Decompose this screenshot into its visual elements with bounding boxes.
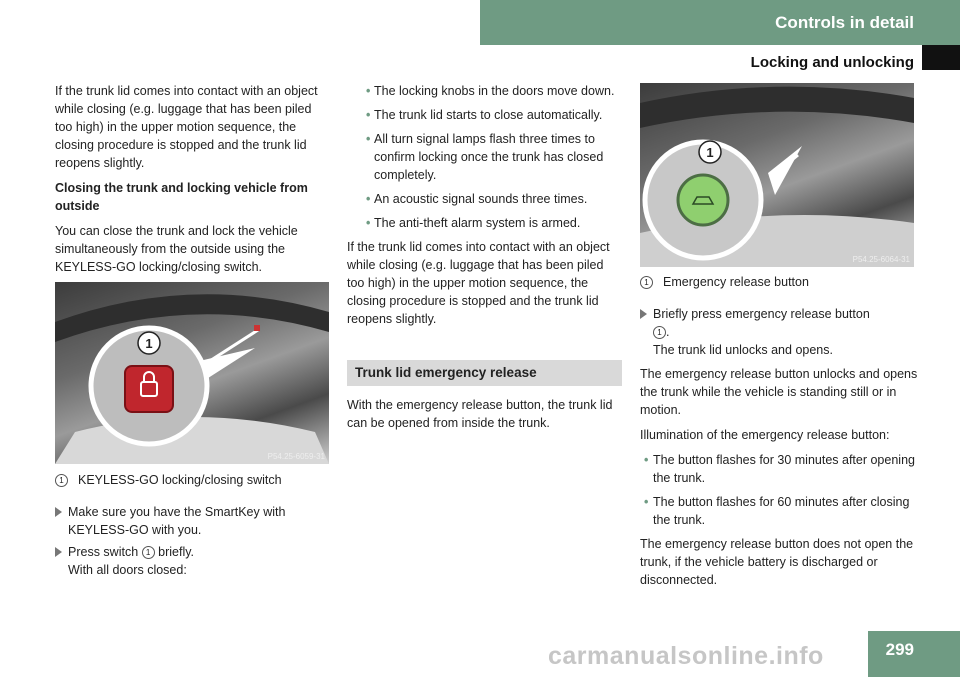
header-subtitle: Locking and unlocking <box>750 54 914 71</box>
caption-text: KEYLESS-GO locking/closing switch <box>78 473 282 487</box>
callout-number: 1 <box>706 145 714 160</box>
col1-heading: Closing the trunk and locking vehicle from outside <box>55 181 308 213</box>
emergency-release-illustration <box>640 83 914 267</box>
image-reference: P54.25-6059-31 <box>267 452 325 461</box>
column-3 <box>640 273 920 596</box>
step-1: Make sure you have the SmartKey with KEYLESS-GO with you. <box>55 503 330 539</box>
col3-paragraph-1: The emergency release button unlocks and opens the trunk while the vehicle is standing still or in motion. <box>640 367 918 417</box>
step-arrow-icon <box>640 309 647 319</box>
page-number: 299 <box>885 640 914 659</box>
col3-paragraph-3: The emergency release button does not open the trunk, if the vehicle battery is discharged or disconnected. <box>640 537 914 587</box>
bullet-item: • The button flashes for 60 minutes after closing the trunk. <box>644 495 910 527</box>
bullet-item: • The trunk lid starts to close automatically. <box>366 108 603 122</box>
col2-paragraph-2: With the emergency release button, the trunk lid can be opened from inside the trunk. <box>347 398 613 430</box>
col3-caption <box>640 273 920 291</box>
caption-text: Emergency release button <box>663 275 809 289</box>
callout-number: 1 <box>145 336 153 351</box>
col1-caption <box>55 471 330 489</box>
col3-paragraph-2: Illumination of the emergency release button: <box>640 428 890 442</box>
bullet-item: • The anti-theft alarm system is armed. <box>366 216 581 230</box>
bullet-item: • The locking knobs in the doors move down. <box>366 84 615 98</box>
keyless-go-illustration <box>55 282 329 464</box>
inline-number: 1 <box>653 326 666 339</box>
bullet-item: • The button flashes for 30 minutes after opening the trunk. <box>644 453 915 485</box>
column-1-lower <box>55 471 330 583</box>
keyless-go-photo <box>55 282 329 464</box>
step: Briefly press emergency release button 1 . The trunk lid unlocks and opens. <box>640 305 920 359</box>
inline-number: 1 <box>142 546 155 559</box>
bullet-item: • An acoustic signal sounds three times. <box>366 192 588 206</box>
watermark: carmanualsonline.info <box>548 642 824 670</box>
column-1 <box>55 82 330 283</box>
step-arrow-icon <box>55 547 62 557</box>
thumb-tab <box>922 45 960 70</box>
bullet-item: • All turn signal lamps flash three times to confirm locking once the trunk has closed completely. <box>366 132 604 182</box>
emergency-release-photo <box>640 83 914 267</box>
col2-paragraph-1: If the trunk lid comes into contact with an object while closing (e.g. luggage that has been piled too high) in the upper motion sequence, the closing procedure is stopped and the trunk lid reopens slightly. <box>347 240 610 326</box>
section-heading: Trunk lid emergency release <box>347 360 622 386</box>
col1-paragraph-2: You can close the trunk and lock the vehicle simultaneously from the outside using the KEYLESS-GO locking/closing switch. <box>55 224 298 274</box>
footer-bar <box>868 631 960 677</box>
col1-paragraph-1: If the trunk lid comes into contact with an object while closing (e.g. luggage that has been piled too high) in the upper motion sequence, the closing procedure is stopped and the trunk lid reopens slightly. <box>55 84 318 170</box>
step-arrow-icon <box>55 507 62 517</box>
switch-indicator <box>254 325 260 331</box>
caption-number: 1 <box>640 276 653 289</box>
emergency-release-button <box>678 175 728 225</box>
image-reference: P54.25-6064-31 <box>852 255 910 264</box>
column-2 <box>347 82 622 439</box>
step-2: Press switch 1 briefly. With all doors closed: <box>55 543 330 579</box>
caption-number: 1 <box>55 474 68 487</box>
header-title: Controls in detail <box>775 13 914 32</box>
